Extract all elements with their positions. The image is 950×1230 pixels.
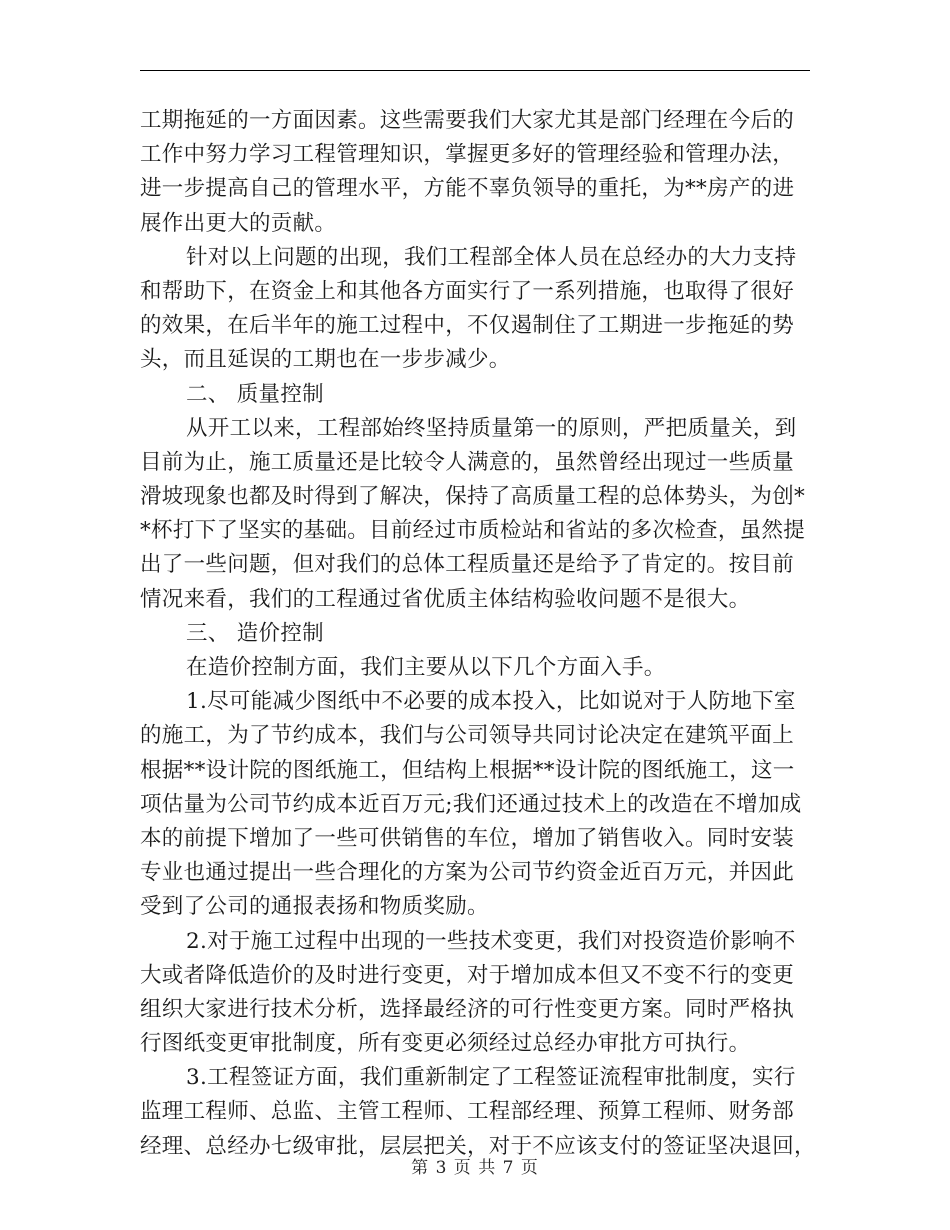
text-line: 工期拖延的一方面因素。这些需要我们大家尤其是部门经理在今后的 xyxy=(140,108,795,133)
text-line: 工作中努力学习工程管理知识，掌握更多好的管理经验和管理办法， xyxy=(140,142,795,168)
text-line: 根据**设计院的图纸施工，但结构上根据**设计院的图纸施工，这一 xyxy=(140,757,795,783)
text-line: 三、 造价控制 xyxy=(186,620,324,646)
text-line: 进一步提高自己的管理水平，方能不辜负领导的重托，为**房产的进 xyxy=(140,176,795,202)
text-line: 在造价控制方面，我们主要从以下几个方面入手。 xyxy=(186,655,666,680)
text-line: 受到了公司的通报表扬和物质奖励。 xyxy=(140,894,489,920)
text-line: 1.尽可能减少图纸中不必要的成本投入，比如说对于人防地下室 xyxy=(186,689,796,715)
text-line: 滑坡现象也都及时得到了解决，保持了高质量工程的总体势头，为创* xyxy=(140,484,806,510)
text-line: 专业也通过提出一些合理化的方案为公司节约资金近百万元，并因此 xyxy=(140,860,795,886)
text-line: 大或者降低造价的及时进行变更，对于增加成本但又不变不行的变更 xyxy=(140,962,795,988)
page-footer: 第 3 页 共 7 页 xyxy=(411,1158,539,1178)
header-rule xyxy=(140,70,810,71)
text-line: 出了一些问题，但对我们的总体工程质量还是给予了肯定的。按目前 xyxy=(140,552,795,578)
text-line: 的施工，为了节约成本，我们与公司领导共同讨论决定在建筑平面上 xyxy=(140,723,795,749)
text-line: 目前为止，施工质量还是比较令人满意的，虽然曾经出现过一些质量 xyxy=(140,449,795,475)
text-line: 本的前提下增加了一些可供销售的车位，增加了销售收入。同时安装 xyxy=(140,825,795,851)
text-line: *杯打下了坚实的基础。目前经过市质检站和省站的多次检查，虽然提 xyxy=(140,518,806,544)
text-line: 情况来看，我们的工程通过省优质主体结构验收问题不是很大。 xyxy=(140,586,751,612)
text-line: 展作出更大的贡献。 xyxy=(140,210,337,236)
text-line: 项估量为公司节约成本近百万元;我们还通过技术上的改造在不增加成 xyxy=(140,791,802,817)
text-line: 监理工程师、总监、主管工程师、工程部经理、预算工程师、财务部 xyxy=(140,1099,795,1125)
text-line: 行图纸变更审批制度，所有变更必须经过总经办审批方可执行。 xyxy=(140,1031,751,1057)
text-line: 组织大家进行技术分析，选择最经济的可行性变更方案。同时严格执 xyxy=(140,996,795,1022)
text-line: 经理、总经办七级审批，层层把关，对于不应该支付的签证坚决退回， xyxy=(140,1133,816,1159)
text-line: 头，而且延误的工期也在一步步减少。 xyxy=(140,347,511,373)
document-body xyxy=(140,104,816,1164)
text-line: 二、 质量控制 xyxy=(186,381,324,407)
text-line: 3.工程签证方面，我们重新制定了工程签证流程审批制度，实行 xyxy=(186,1065,796,1091)
text-line: 针对以上问题的出现，我们工程部全体人员在总经办的大力支持 xyxy=(186,244,797,270)
text-line: 的效果，在后半年的施工过程中，不仅遏制住了工期进一步拖延的势 xyxy=(140,313,795,339)
text-line: 和帮助下，在资金上和其他各方面实行了一系列措施，也取得了很好 xyxy=(140,278,795,304)
text-line: 2.对于施工过程中出现的一些技术变更，我们对投资造价影响不 xyxy=(186,928,796,954)
text-line: 从开工以来，工程部始终坚持质量第一的原则，严把质量关，到 xyxy=(186,415,797,441)
